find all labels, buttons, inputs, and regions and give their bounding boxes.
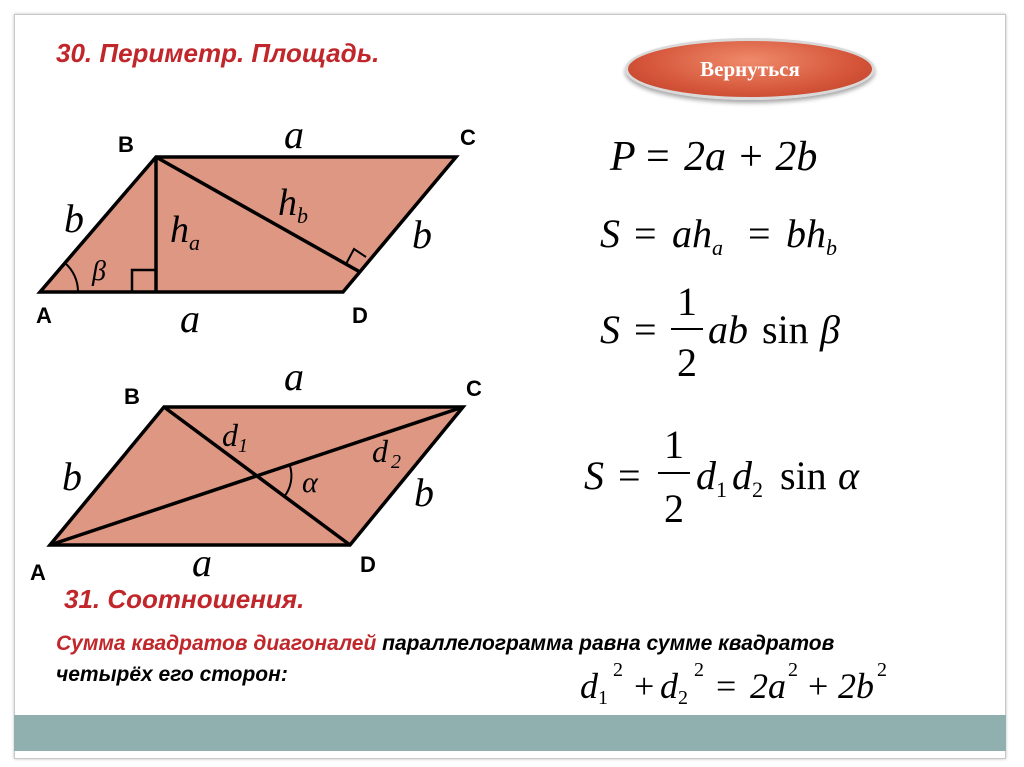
vertex-label-a-2: A <box>30 560 46 585</box>
svg-text:β: β <box>820 307 840 352</box>
vertex-label-c-2: C <box>466 376 482 401</box>
svg-text:=: = <box>646 134 670 180</box>
svg-text:=: = <box>748 211 771 256</box>
svg-text:2: 2 <box>613 659 623 681</box>
statement-highlight: Сумма квадратов диагоналей <box>56 632 377 655</box>
formula-area-heights <box>600 211 837 260</box>
angle-label-alpha: α <box>302 466 318 499</box>
svg-text:2: 2 <box>677 340 697 385</box>
diagonal-label-1: d1 <box>222 417 248 457</box>
section-title-relations: 31. Соотношения. <box>64 584 305 614</box>
svg-text:2a + 2b: 2a + 2b <box>684 134 818 180</box>
svg-text:d1: d1 <box>580 666 608 709</box>
svg-text:d2: d2 <box>660 666 688 709</box>
svg-text:2: 2 <box>877 659 887 681</box>
svg-text:1: 1 <box>664 422 684 467</box>
vertex-label-d: D <box>352 303 368 328</box>
svg-text:bhb: $bh_b$ <box>786 211 837 260</box>
side-label-bottom: a <box>180 296 200 341</box>
svg-text:1: 1 <box>677 279 697 324</box>
height-label-a: $h_a$ <box>170 209 200 255</box>
theorem-statement <box>56 628 936 690</box>
vertex-label-b-2: B <box>124 384 140 409</box>
svg-text:=: = <box>634 307 657 352</box>
svg-text:=: = <box>634 211 657 256</box>
svg-text:d2: $d_2$ <box>732 453 763 502</box>
svg-text:aha: $ah_a$ <box>672 211 723 260</box>
statement-rest: параллелограмма равна сумме квадратов четырёх его сторон: <box>56 632 835 686</box>
side-label-top-2: a <box>284 354 304 399</box>
svg-text:=: = <box>716 666 737 706</box>
vertex-label-a: A <box>36 303 52 328</box>
angle-label-beta: β <box>92 256 106 287</box>
formula-perimeter <box>609 134 817 180</box>
svg-text:+: + <box>634 666 655 706</box>
svg-text:S: S <box>600 307 620 352</box>
side-label-right-2: b <box>414 470 434 515</box>
back-button[interactable]: Вернуться <box>625 38 875 100</box>
formula-area-sides <box>600 279 840 385</box>
side-label-bottom-2: a <box>192 540 212 585</box>
diagonal-label-2: d 2 <box>372 433 401 473</box>
side-label-left: b <box>64 196 84 241</box>
formula-area-diagonals <box>584 422 860 531</box>
side-label-right: b <box>412 212 432 257</box>
svg-text:ab: ab <box>708 307 748 352</box>
svg-text:2: 2 <box>694 659 704 681</box>
side-label-top: a <box>284 112 304 157</box>
height-label-b: $h_b$ <box>278 182 308 228</box>
svg-text:sin: sin <box>780 453 827 498</box>
svg-text:d1: $d_1$ <box>696 453 727 502</box>
svg-text:S: S <box>600 211 620 256</box>
svg-text:2b: 2b <box>838 666 874 706</box>
svg-text:sin: sin <box>762 307 809 352</box>
section-title-perimeter-area: 30. Периметр. Площадь. <box>56 38 380 68</box>
svg-text:α: α <box>838 453 859 498</box>
vertex-label-d-2: D <box>360 552 376 577</box>
svg-text:2a: 2a <box>750 666 786 706</box>
svg-text:+: + <box>808 666 829 706</box>
svg-text:S: S <box>584 453 604 498</box>
svg-text:=: = <box>618 453 641 498</box>
side-label-left-2: b <box>62 454 82 499</box>
vertex-label-b: B <box>118 132 134 157</box>
svg-text:2: 2 <box>788 659 798 681</box>
vertex-label-c: C <box>460 125 476 150</box>
svg-text:P: P <box>610 134 636 180</box>
svg-text:2: 2 <box>664 486 684 531</box>
